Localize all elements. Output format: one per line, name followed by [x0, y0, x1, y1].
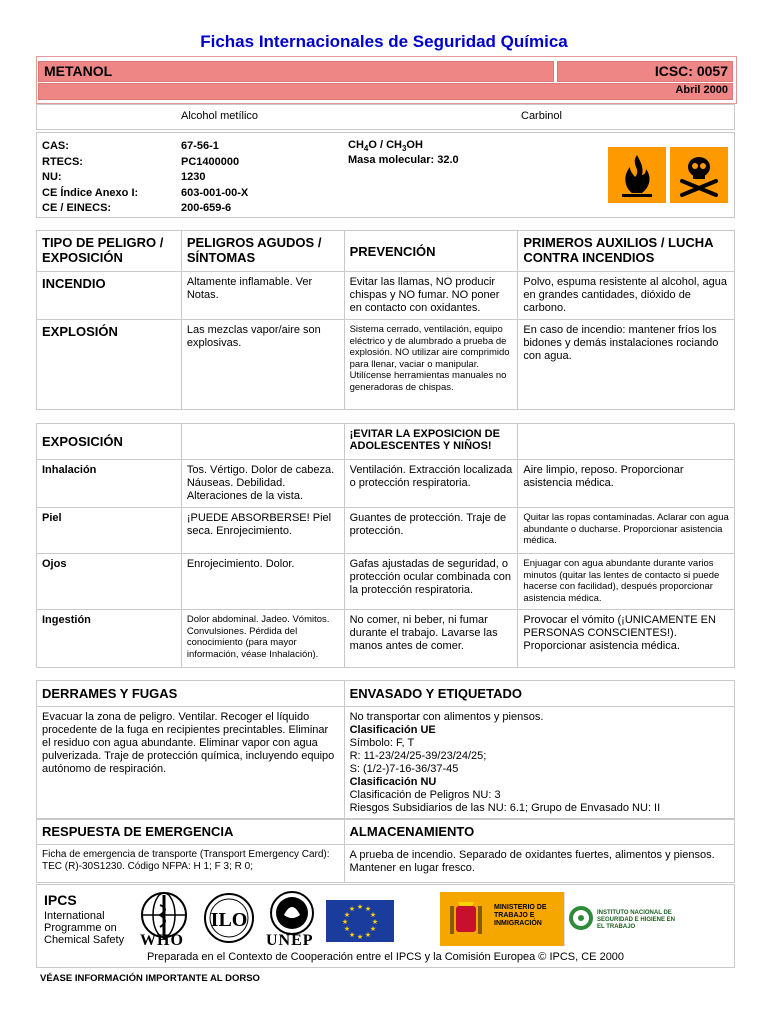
nu-subsidiary: Riesgos Subsidiarios de las NU: 6.1; Grupo de Envasado NU: II	[349, 802, 661, 814]
ministry-name: MINISTERIO DE TRABAJO E INMIGRACIÓN	[494, 904, 547, 927]
insht-name: INSTITUTO NACIONAL DE SEGURIDAD E HIGIENE EN EL TRABAJO	[597, 910, 676, 930]
packaging-line: No transportar con alimentos y piensos.	[349, 711, 544, 723]
spain-coat-of-arms-icon	[446, 898, 486, 940]
formula-part: OH	[406, 139, 423, 151]
einecs-value: 200-659-6	[181, 202, 232, 214]
ce-index-label: CE Índice Anexo I:	[42, 186, 139, 199]
row-explosion-prevention: Sistema cerrado, ventilación, equipo eléctrico y de alumbrado a prueba de explosión. NO utilizar aire comprimido para llenar, vaciar o manipular. Utilícense herramientas manuales no generadoras de chispas.	[344, 320, 518, 410]
emergency-storage-table	[36, 818, 735, 883]
icsc-number: ICSC: 0057	[654, 63, 728, 79]
storage-header: ALMACENAMIENTO	[344, 819, 734, 845]
nu-label: NU:	[42, 171, 62, 183]
ipcs-subtitle-line: Programme on	[44, 922, 117, 934]
cas-label: CAS:	[42, 140, 69, 152]
row-explosion-symptoms: Las mezclas vapor/aire son explosivas.	[181, 320, 344, 410]
ue-r-phrases: R: 11-23/24/25-39/23/24/25;	[349, 750, 487, 762]
ingestion-prevention: No comer, ni beber, ni fumar durante el trabajo. Lavarse las manos antes de comer.	[344, 610, 518, 668]
svg-text:★: ★	[343, 912, 351, 919]
insht-emblem-icon	[569, 906, 593, 930]
nu-value: 1230	[181, 171, 206, 183]
svg-text:★: ★	[341, 919, 349, 926]
exposure-table	[36, 423, 735, 668]
formula-part: O / CH	[368, 139, 402, 151]
packaging-content	[344, 707, 734, 820]
who-label: WHO	[140, 932, 184, 949]
eyes-aid: Enjuagar con agua abundante durante varios minutos (quitar las lentes de contacto si puede hacerse con facilidad), después proporcionar asistencia médica.	[518, 554, 735, 610]
header-hazard-type: TIPO DE PELIGRO / EXPOSICIÓN	[37, 231, 182, 272]
hazards-table	[36, 230, 735, 410]
svg-text:★: ★	[348, 906, 356, 913]
exposure-header-empty	[518, 424, 735, 460]
route-inhalation: Inhalación	[37, 460, 182, 508]
ingestion-symptoms: Dolor abdominal. Jadeo. Vómitos. Convulsiones. Pérdida del conocimiento (para mayor información, véase Inhalación).	[181, 610, 344, 668]
storage-text: A prueba de incendio. Separado de oxidantes fuertes, alimentos y piensos. Mantener en lugar fresco.	[344, 845, 734, 883]
formula-sub: 3	[401, 144, 407, 154]
ipcs-title: IPCS	[44, 892, 77, 908]
synonyms-row	[36, 104, 735, 130]
exposure-header-empty	[181, 424, 344, 460]
skin-prevention: Guantes de protección. Traje de protección.	[344, 508, 518, 554]
issue-date: Abril 2000	[675, 84, 728, 96]
chemical-formula	[348, 139, 423, 153]
eyes-symptoms: Enrojecimiento. Dolor.	[181, 554, 344, 610]
rtecs-label: RTECS:	[42, 155, 83, 168]
svg-text:★: ★	[371, 919, 379, 926]
route-eyes: Ojos	[37, 554, 182, 610]
svg-text:ILO: ILO	[210, 909, 248, 931]
inhalation-prevention: Ventilación. Extracción localizada o protección respiratoria.	[344, 460, 518, 508]
row-explosion-type: EXPLOSIÓN	[37, 320, 182, 410]
ingestion-aid: Provocar el vómito (¡UNICAMENTE EN PERSONAS CONSCIENTES!). Proporcionar asistencia médica.	[518, 610, 735, 668]
header-prevention: PREVENCIÓN	[344, 231, 518, 272]
emergency-text: Ficha de emergencia de transporte (Transport Emergency Card): TEC (R)-30S1230. Código NFPA: H 1; F 3; R 0;	[37, 845, 345, 883]
formula-part: CH	[348, 139, 364, 151]
ministry-logo	[440, 892, 564, 946]
row-explosion-aid: En caso de incendio: mantener fríos los bidones y demás instalaciones rociando con agua.	[518, 320, 735, 410]
row-fire-type: INCENDIO	[37, 272, 182, 320]
ipcs-subtitle-line: International	[44, 910, 105, 922]
row-fire-symptoms: Altamente inflamable. Ver Notas.	[181, 272, 344, 320]
nu-class: Clasificación de Peligros NU: 3	[349, 789, 501, 801]
header-first-aid: PRIMEROS AUXILIOS / LUCHA CONTRA INCENDIOS	[518, 231, 735, 272]
svg-text:★: ★	[356, 934, 364, 941]
inhalation-symptoms: Tos. Vértigo. Dolor de cabeza. Náuseas. Debilidad. Alteraciones de la vista.	[181, 460, 344, 508]
exposure-warning: ¡EVITAR LA EXPOSICION DE ADOLESCENTES Y NIÑOS!	[344, 424, 518, 460]
prepared-note: Preparada en el Contexto de Cooperación entre el IPCS y la Comisión Europea © IPCS, CE 2000	[146, 951, 625, 963]
header-acute-hazards: PELIGROS AGUDOS / SÍNTOMAS	[181, 231, 344, 272]
synonym-1: Alcohol metílico	[181, 110, 259, 122]
formula-sub: 4	[363, 144, 369, 154]
ue-s-phrases: S: (1/2-)7-16-36/37-45	[349, 763, 459, 775]
flame-icon	[608, 147, 666, 203]
route-ingestion: Ingestión	[37, 610, 182, 668]
identifier-values	[181, 139, 248, 217]
cas-value: 67-56-1	[181, 140, 219, 152]
molecular-mass: Masa molecular: 32.0	[348, 154, 459, 166]
einecs-label: CE / EINECS:	[42, 202, 112, 214]
document-title: Fichas Internacionales de Seguridad Química	[200, 32, 568, 51]
spills-header: DERRAMES Y FUGAS	[37, 681, 345, 707]
skin-symptoms: ¡PUEDE ABSORBERSE! Piel seca. Enrojecimiento.	[181, 508, 344, 554]
ce-index-value: 603-001-00-X	[181, 186, 249, 199]
svg-text:★: ★	[364, 906, 372, 913]
svg-text:★: ★	[364, 932, 372, 939]
important-notice: VÉASE INFORMACIÓN IMPORTANTE AL DORSO	[40, 973, 260, 984]
svg-text:★: ★	[356, 904, 364, 911]
exposure-header: EXPOSICIÓN	[37, 424, 182, 460]
eyes-prevention: Gafas ajustadas de seguridad, o protección ocular combinada con la protección respiratoria.	[344, 554, 518, 610]
svg-text:★: ★	[369, 926, 377, 933]
ipcs-subtitle	[44, 910, 124, 946]
spills-packaging-table	[36, 680, 735, 820]
emergency-header: RESPUESTA DE EMERGENCIA	[37, 819, 345, 845]
unep-emblem-icon	[262, 891, 322, 935]
chemical-name: METANOL	[44, 63, 113, 79]
svg-text:★: ★	[369, 912, 377, 919]
eu-flag-icon	[326, 900, 394, 942]
spills-text: Evacuar la zona de peligro. Ventilar. Recoger el líquido procedente de la fuga en recipientes precintables. Eliminar el residuo con agua abundante. Eliminar vapor con agua pulverizada. Traje de protección química, incluyendo equipo autónomo de respiración.	[37, 707, 345, 820]
inhalation-aid: Aire limpio, reposo. Proporcionar asistencia médica.	[518, 460, 735, 508]
svg-text:★: ★	[348, 932, 356, 939]
ue-symbol: Símbolo: F, T	[349, 737, 415, 749]
ue-classification-title: Clasificación UE	[349, 724, 436, 736]
ilo-emblem-icon	[200, 893, 258, 943]
row-fire-prevention: Evitar las llamas, NO producir chispas y NO fumar. NO poner en contacto con oxidantes.	[344, 272, 518, 320]
route-skin: Piel	[37, 508, 182, 554]
svg-text:★: ★	[343, 926, 351, 933]
row-fire-aid: Polvo, espuma resistente al alcohol, agua en grandes cantidades, dióxido de carbono.	[518, 272, 735, 320]
ipcs-subtitle-line: Chemical Safety	[44, 934, 125, 946]
skin-aid: Quitar las ropas contaminadas. Aclarar con agua abundante o ducharse. Proporcionar asistencia médica.	[518, 508, 735, 554]
unep-label: UNEP	[266, 932, 314, 949]
insht-logo	[564, 892, 679, 946]
packaging-header: ENVASADO Y ETIQUETADO	[344, 681, 734, 707]
nu-classification-title: Clasificación NU	[349, 776, 437, 788]
skull-crossbones-icon	[670, 147, 728, 203]
header-name-bar	[38, 61, 554, 82]
synonym-2: Carbinol	[521, 110, 562, 122]
rtecs-value: PC1400000	[181, 155, 240, 168]
identifier-labels	[42, 139, 138, 217]
